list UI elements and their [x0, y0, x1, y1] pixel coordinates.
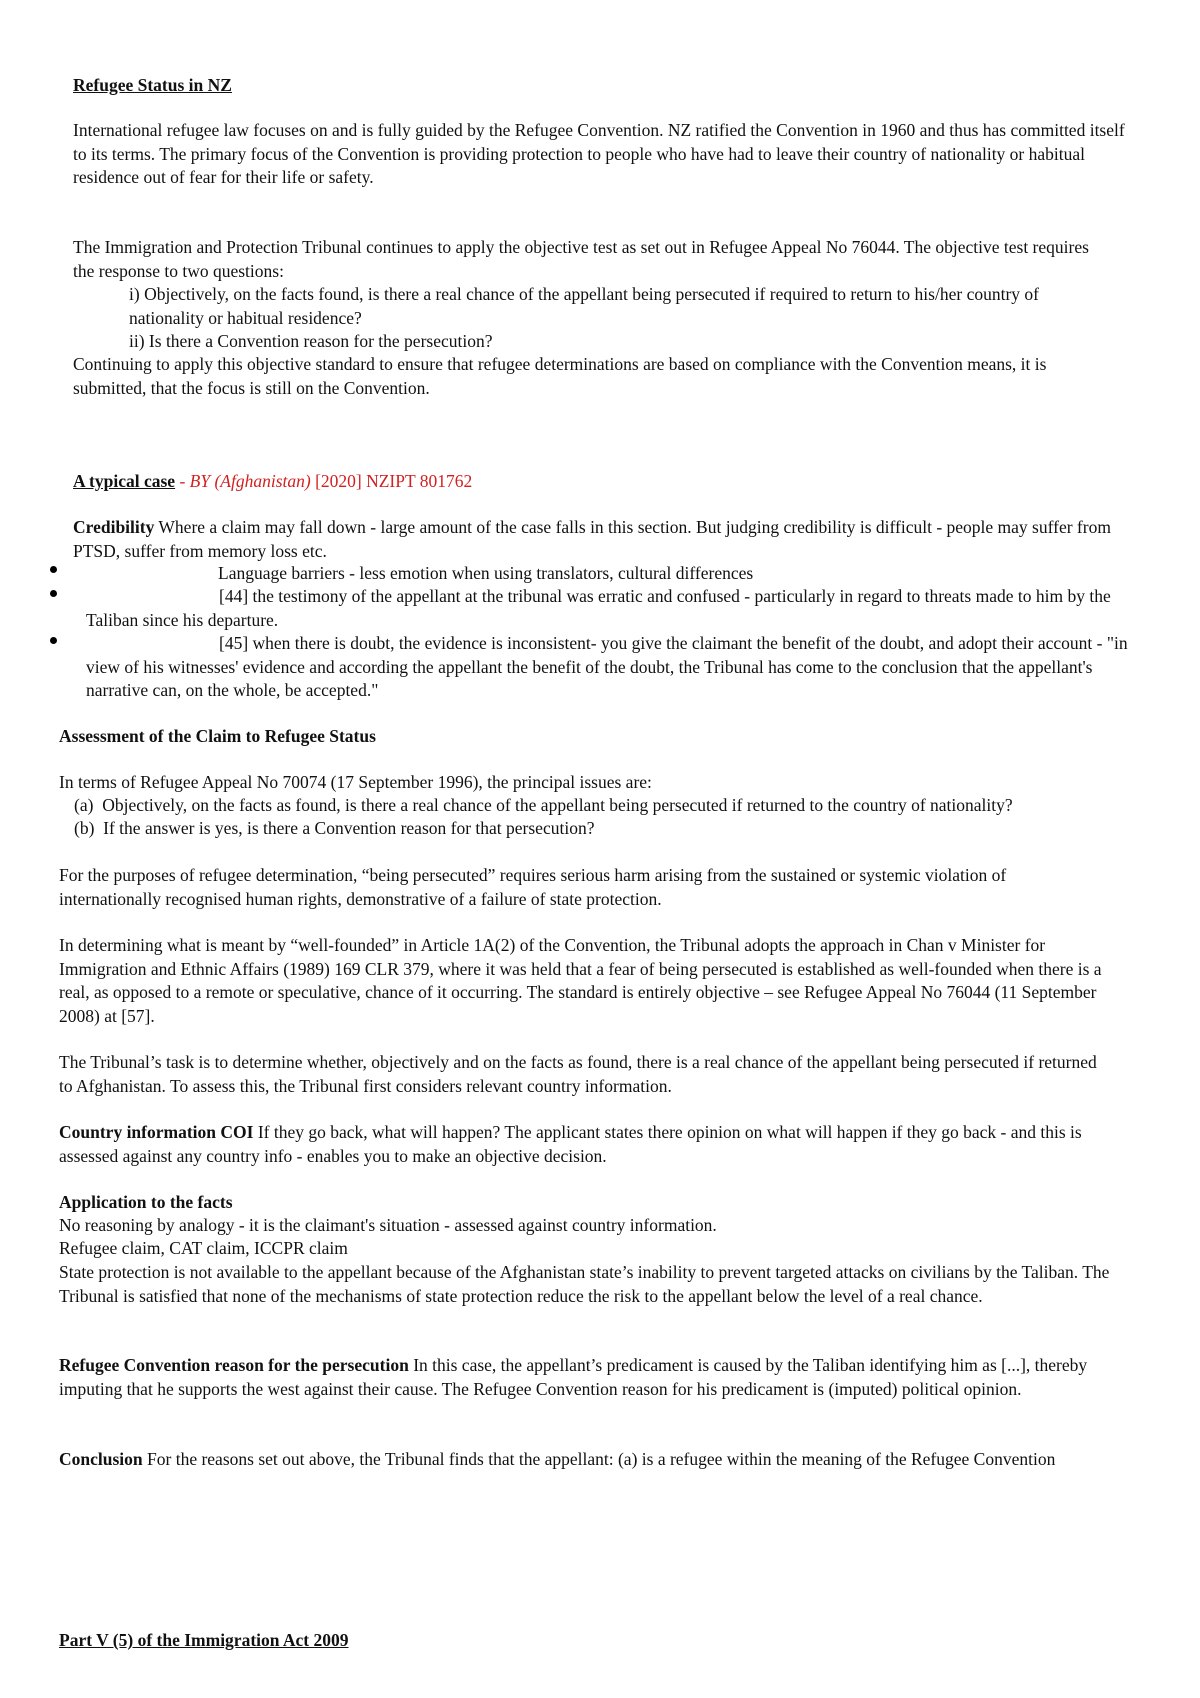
conclusion-label: Conclusion — [59, 1449, 143, 1469]
convention-reason-paragraph — [59, 1354, 1134, 1401]
question-2: ii) Is there a Convention reason for the persecution? — [129, 331, 493, 351]
question-1: i) Objectively, on the facts found, is there a real chance of the appellant being persecuted if required to return to his/her country of nationality or habitual residence? — [129, 284, 1039, 328]
objective-test-paragraph: The Immigration and Protection Tribunal continues to apply the objective test as set out in Refugee Appeal No 76044. The objective test requires the response to two questions: — [73, 237, 1089, 281]
tribunal-task-paragraph: The Tribunal’s task is to determine whether, objectively and on the facts as found, there is a real chance of the appellant being persecuted if returned to Afghanistan. To assess this, the Tribunal first considers relevant country information. — [59, 1052, 1097, 1096]
part-v-heading: Part V (5) of the Immigration Act 2009 — [59, 1630, 349, 1650]
typical-case-heading — [73, 470, 472, 494]
application-line-2: Refugee claim, CAT claim, ICCPR claim — [59, 1238, 348, 1258]
assessment-intro: In terms of Refugee Appeal No 70074 (17 September 1996), the principal issues are: — [59, 772, 652, 792]
issue-item-b — [74, 817, 594, 841]
bullet-icon — [50, 590, 57, 597]
credibility-text: Where a claim may fall down - large amount of the case falls in this section. But judging credibility is difficult - people may suffer from PTSD, suffer from memory loss etc. — [73, 517, 1111, 561]
application-line-3: State protection is not available to the appellant because of the Afghanistan state’s inability to prevent targeted attacks on civilians by the Taliban. The Tribunal is satisfied that none of the mechanisms of state protection reduce the risk to the appellant below the level of a real chance. — [59, 1262, 1110, 1306]
conclusion-paragraph — [59, 1448, 1119, 1472]
country-info-text: If they go back, what will happen? The applicant states there opinion on what will happen if they go back - and this is assessed against any country info - enables you to make an objective decision. — [59, 1122, 1082, 1166]
convention-reason-label: Refugee Convention reason for the persecution — [59, 1355, 409, 1375]
issue-marker-a: (a) — [74, 795, 94, 815]
issue-text-b: If the answer is yes, is there a Convention reason for that persecution? — [103, 818, 595, 838]
case-citation: [2020] NZIPT 801762 — [310, 471, 473, 491]
intro-paragraph: International refugee law focuses on and is fully guided by the Refugee Convention. NZ ratified the Convention in 1960 and thus has committed itself to its terms. The primary focus of the Convention is providing protection to people who have had to leave their country of nationality or habitual residence out of fear for their life or safety. — [73, 120, 1125, 187]
well-founded-paragraph: In determining what is meant by “well-founded” in Article 1A(2) of the Convention, the Tribunal adopts the approach in Chan v Minister for Immigration and Ethnic Affairs (1989) 169 CLR 379, where it was held that a fear of being persecuted is established as well-founded when there is a real, as opposed to a remote or speculative, chance of it occurring. The standard is entirely objective – see Refugee Appeal No 76044 (11 September 2008) at [57]. — [59, 935, 1102, 1026]
case-dash: - — [175, 471, 190, 491]
bullet-item-1: Language barriers - less emotion when using translators, cultural differences — [218, 563, 754, 583]
being-persecuted-paragraph: For the purposes of refugee determination, “being persecuted” requires serious harm arising from the sustained or systemic violation of internationally recognised human rights, demonstrative of a failure of state protection. — [59, 865, 1007, 909]
issue-item-a — [74, 794, 1013, 818]
issue-text-a: Objectively, on the facts as found, is there a real chance of the appellant being persecuted if returned to the country of nationality? — [102, 795, 1013, 815]
credibility-label: Credibility — [73, 517, 155, 537]
convention-reason-text: In this case, the appellant’s predicament is caused by the Taliban identifying him as [...], thereby imputing that he supports the west against their cause. The Refugee Convention reason for his predicament is (imputed) political opinion. — [59, 1355, 1088, 1399]
objective-standard-paragraph: Continuing to apply this objective standard to ensure that refugee determinations are based on compliance with the Convention means, it is submitted, that the focus is still on the Convention. — [73, 354, 1047, 398]
bullet-item-3: [45] when there is doubt, the evidence is inconsistent- you give the claimant the benefit of the doubt, and adopt their account - "in view of his witnesses' evidence and according the appellant the benefit of the doubt, the Tribunal has come to the conclusion that the appellant's narrative can, on the whole, be accepted." — [86, 633, 1128, 700]
section-heading-refugee-status: Refugee Status in NZ — [73, 75, 232, 95]
conclusion-text: For the reasons set out above, the Tribunal finds that the appellant: (a) is a refugee within the meaning of the Refugee Convention — [142, 1449, 1056, 1469]
country-info-paragraph — [59, 1121, 1119, 1168]
application-line-1: No reasoning by analogy - it is the claimant's situation - assessed against country information. — [59, 1215, 717, 1235]
bullet-icon — [50, 637, 57, 644]
bullet-icon — [50, 566, 57, 573]
country-info-label: Country information COI — [59, 1122, 254, 1142]
typical-case-label: A typical case — [73, 471, 176, 491]
assessment-heading: Assessment of the Claim to Refugee Status — [59, 726, 376, 746]
issue-marker-b: (b) — [74, 818, 95, 838]
credibility-paragraph — [73, 516, 1118, 563]
case-name: BY (Afghanistan) — [189, 471, 311, 491]
bullet-item-2: [44] the testimony of the appellant at the tribunal was erratic and confused - particularly in regard to threats made to him by the Taliban since his departure. — [86, 586, 1111, 630]
application-heading: Application to the facts — [59, 1192, 233, 1212]
